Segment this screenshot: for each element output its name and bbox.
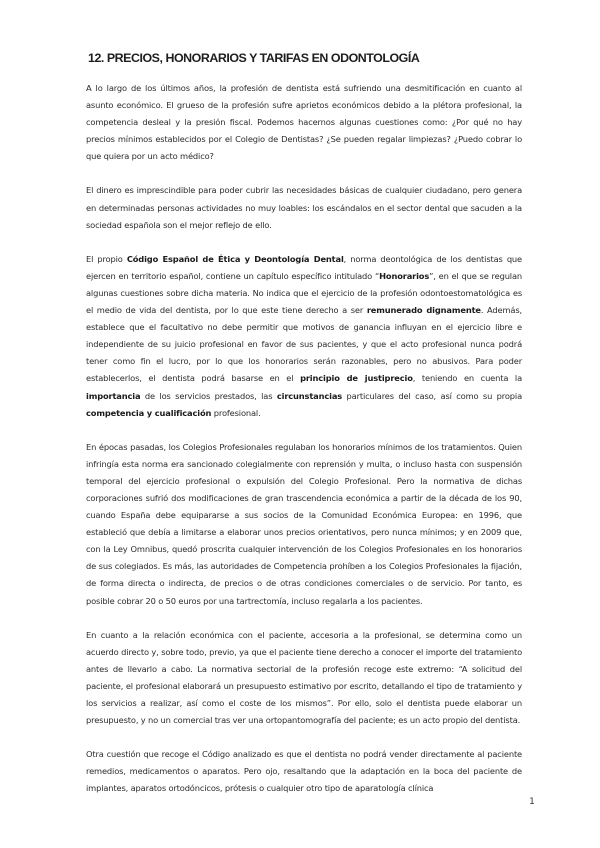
text-run: En épocas pasadas, los Colegios Profesionales regulaban los honorarios mínimos de los tratamientos. Quien infringía esta norma era sancionado colegialmente con reprensión y multa, o incluso hasta con suspensión temporal del ejercicio profesional o expulsión del Colegio Profesional. Pero la normativa de dichas corporaciones sufrió dos modificaciones de gran trascendencia económica a partir de la década de los 90, cuando España debe equipararse a sus socios de la Comunidad Económica Europea: en 1996, que estableció que debía a limitarse a elaborar unos precios orientativos, pero nunca mínimos; y en 2009 que, con la Ley Omnibus, quedó proscrita cualquier intervención de los Colegios Profesionales en los honorarios de sus colegiados. Es más, las autoridades de Competencia prohíben a los Colegios Profesionales la fijación, de forma directa o indirecta, de precios o de otras condiciones comerciales o de servicio. Por tanto, es posible cobrar 20 o 50 euros por una tartrectomía, incluso regalarla a los pacientes. xyxy=(86,441,522,606)
body-paragraph xyxy=(86,627,522,730)
body-paragraph xyxy=(86,746,522,797)
bold-text: remunerado dignamente xyxy=(366,305,481,316)
text-run: , teniendo en cuenta la xyxy=(412,373,523,384)
text-run: En cuanto a la relación económica con el paciente, accesoria a la profesional, se determina como un acuerdo directo y, sobre todo, previo, ya que el paciente tiene derecho a conocer el importe del tratamiento antes de llevarlo a cabo. La normativa sectorial de la profesión recoge este extremo: “A solicitud del paciente, el profesional elaborará un presupuesto estimativo por escrito, detallando el tipo de tratamiento y los servicios a realizar, así como el coste de los mismos”. Por ello, solo el dentista puede elaborar un presupuesto, y no un comercial tras ver una ortopantomografía del paciente; es un acto propio del dentista. xyxy=(86,629,522,726)
bold-text: importancia xyxy=(86,390,141,401)
text-run: profesional. xyxy=(211,407,261,418)
bold-text: principio de justiprecio xyxy=(300,373,413,384)
text-run: El propio xyxy=(86,253,127,264)
text-run: . Además, establece que el facultativo no debe permitir que motivos de ganancia influyan en el ejercicio libre e independiente de su juicio profesional en favor de sus pacientes, y que el acto profesional nunca podrá tener como fin el lucro, por lo que los honorarios serán razonables, pero no abusivos. Para poder establecerlos, el dentista podrá basarse en el xyxy=(86,305,523,384)
text-run: A lo largo de los últimos años, la profesión de dentista está sufriendo una desmitificación en cuanto al asunto económico. El grueso de la profesión sufre aprietos económicos debido a la plétora profesional, la competencia desleal y la presión fiscal. Podemos hacernos algunas cuestiones como: ¿Por qué no hay precios mínimos establecidos por el Colegio de Dentistas? ¿Se pueden regalar limpiezas? ¿Puedo cobrar lo que quiera por un acto médico? xyxy=(86,83,522,162)
text-run: particulares del caso, así como su propia xyxy=(342,390,522,401)
text-run: El dinero es imprescindible para poder cubrir las necesidades básicas de cualquier ciudadano, pero genera en determinadas personas actividades no muy loables: los escándalos en el sector dental que sacuden a la sociedad española son el mejor reflejo de ello. xyxy=(86,185,522,230)
text-run: Otra cuestión que recoge el Código analizado es que el dentista no podrá vender directamente al paciente remedios, medicamentos o aparatos. Pero ojo, resaltando que la adaptación en la boca del paciente de implantes, aparatos ortodóncicos, prótesis o cualquier otro tipo de aparatología clínica xyxy=(86,749,522,794)
page-title: 12. PRECIOS, HONORARIOS Y TARIFAS EN ODONTOLOGÍA xyxy=(88,51,420,65)
document-body xyxy=(86,80,522,814)
bold-text: Código Español de Ética y Deontología Dental xyxy=(126,253,344,264)
bold-text: circunstancias xyxy=(276,390,343,401)
body-paragraph xyxy=(86,439,522,610)
page-number: 1 xyxy=(529,797,535,807)
body-paragraph xyxy=(86,182,522,233)
text-run: de los servicios prestados, las xyxy=(140,390,277,401)
bold-text: competencia y cualificación xyxy=(86,407,212,418)
bold-text: Honorarios xyxy=(379,270,430,281)
text-run: ”, en el que se regulan algunas cuestiones sobre dicha materia. No indica que el ejercicio de la profesión odontoestomatológica es el medio de vida del dentista, por lo que este tiene derecho a ser xyxy=(86,270,523,316)
body-paragraph xyxy=(86,251,522,422)
text-run: , norma deontológica de los dentistas que ejercen en territorio español, contiene un capítulo específico intitulado “ xyxy=(86,253,522,281)
body-paragraph xyxy=(86,80,522,165)
